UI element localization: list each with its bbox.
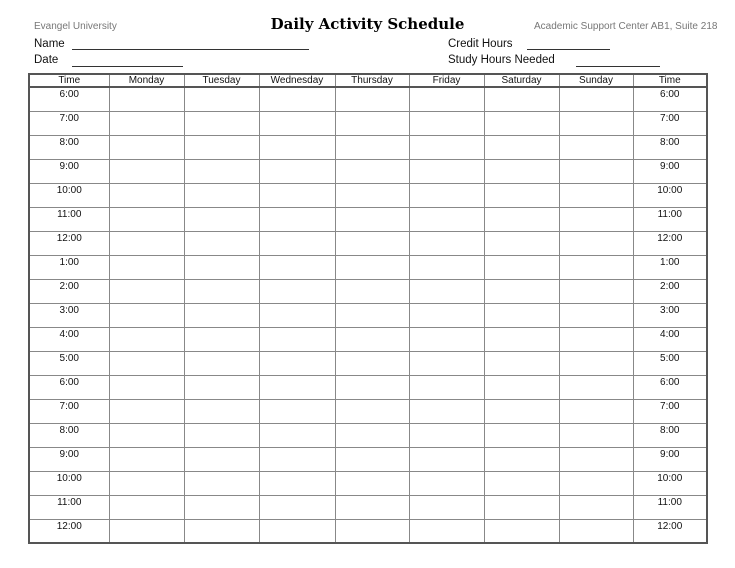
schedule-cell[interactable] [559,135,633,159]
schedule-cell[interactable] [109,255,184,279]
time-cell: 1:00 [29,255,109,279]
schedule-cell[interactable] [109,231,184,255]
schedule-cell[interactable] [335,471,409,495]
time-cell: 11:00 [29,207,109,231]
time-cell: 3:00 [633,303,707,327]
schedule-cell[interactable] [409,159,484,183]
time-cell: 9:00 [29,447,109,471]
schedule-cell[interactable] [409,471,484,495]
time-cell: 5:00 [29,351,109,375]
schedule-cell[interactable] [559,495,633,519]
table-row [29,231,707,255]
schedule-cell[interactable] [259,399,335,423]
schedule-cell[interactable] [259,183,335,207]
column-header: Time [633,74,707,87]
schedule-cell[interactable] [109,471,184,495]
study-hours-label: Study Hours Needed [448,54,555,66]
schedule-cell[interactable] [259,159,335,183]
table-row [29,255,707,279]
schedule-table [28,73,708,544]
schedule-cell[interactable] [409,351,484,375]
schedule-cell[interactable] [559,447,633,471]
table-row [29,135,707,159]
schedule-cell[interactable] [559,279,633,303]
schedule-cell[interactable] [259,255,335,279]
schedule-cell[interactable] [484,207,559,231]
time-cell: 10:00 [29,471,109,495]
schedule-cell[interactable] [259,471,335,495]
schedule-cell[interactable] [409,375,484,399]
schedule-cell[interactable] [559,159,633,183]
schedule-cell[interactable] [559,399,633,423]
schedule-cell[interactable] [559,351,633,375]
time-cell: 12:00 [633,519,707,543]
time-cell: 5:00 [633,351,707,375]
schedule-cell[interactable] [335,87,409,111]
schedule-cell[interactable] [484,375,559,399]
schedule-cell[interactable] [184,423,259,447]
schedule-cell[interactable] [109,351,184,375]
time-cell: 8:00 [633,423,707,447]
schedule-cell[interactable] [559,375,633,399]
time-cell: 3:00 [29,303,109,327]
schedule-cell[interactable] [559,303,633,327]
schedule-cell[interactable] [109,303,184,327]
table-row [29,111,707,135]
schedule-cell[interactable] [409,423,484,447]
schedule-cell[interactable] [335,303,409,327]
schedule-cell[interactable] [559,207,633,231]
date-line[interactable] [72,66,183,67]
table-row [29,87,707,111]
column-header: Friday [409,74,484,87]
schedule-cell[interactable] [184,183,259,207]
time-cell: 2:00 [633,279,707,303]
schedule-cell[interactable] [335,279,409,303]
schedule-cell[interactable] [559,255,633,279]
time-cell: 6:00 [633,375,707,399]
study-hours-line[interactable] [576,66,660,67]
time-cell: 6:00 [29,375,109,399]
schedule-cell[interactable] [484,231,559,255]
schedule-cell[interactable] [335,183,409,207]
schedule-cell[interactable] [109,447,184,471]
table-row [29,447,707,471]
schedule-cell[interactable] [109,423,184,447]
schedule-cell[interactable] [484,159,559,183]
schedule-cell[interactable] [184,519,259,543]
schedule-cell[interactable] [335,447,409,471]
column-header: Tuesday [184,74,259,87]
table-row [29,207,707,231]
schedule-cell[interactable] [409,87,484,111]
time-cell: 9:00 [633,159,707,183]
table-row [29,327,707,351]
time-cell: 10:00 [633,471,707,495]
table-row [29,471,707,495]
schedule-cell[interactable] [259,111,335,135]
time-cell: 6:00 [29,87,109,111]
schedule-cell[interactable] [335,111,409,135]
time-cell: 9:00 [29,159,109,183]
schedule-cell[interactable] [335,375,409,399]
schedule-cell[interactable] [259,303,335,327]
schedule-cell[interactable] [259,495,335,519]
schedule-cell[interactable] [184,351,259,375]
schedule-cell[interactable] [184,159,259,183]
name-label: Name [34,38,65,50]
time-cell: 2:00 [29,279,109,303]
schedule-cell[interactable] [409,399,484,423]
schedule-cell[interactable] [335,159,409,183]
schedule-cell[interactable] [335,423,409,447]
table-row [29,159,707,183]
schedule-cell[interactable] [184,399,259,423]
schedule-cell[interactable] [559,231,633,255]
schedule-cell[interactable] [184,207,259,231]
table-row [29,399,707,423]
schedule-cell[interactable] [559,111,633,135]
schedule-cell[interactable] [335,231,409,255]
schedule-cell[interactable] [184,111,259,135]
time-cell: 6:00 [633,87,707,111]
time-cell: 7:00 [29,111,109,135]
schedule-cell[interactable] [109,375,184,399]
schedule-cell[interactable] [409,255,484,279]
column-header: Sunday [559,74,633,87]
name-line[interactable] [72,49,309,50]
schedule-cell[interactable] [484,111,559,135]
time-cell: 8:00 [633,135,707,159]
time-cell: 9:00 [633,447,707,471]
time-cell: 12:00 [29,231,109,255]
schedule-cell[interactable] [184,447,259,471]
schedule-cell[interactable] [184,231,259,255]
schedule-cell[interactable] [559,423,633,447]
schedule-cell[interactable] [184,375,259,399]
schedule-cell[interactable] [484,303,559,327]
schedule-cell[interactable] [409,327,484,351]
schedule-cell[interactable] [559,87,633,111]
schedule-cell[interactable] [259,207,335,231]
schedule-cell[interactable] [484,327,559,351]
time-cell: 11:00 [29,495,109,519]
schedule-cell[interactable] [484,279,559,303]
schedule-cell[interactable] [335,495,409,519]
time-cell: 8:00 [29,135,109,159]
schedule-cell[interactable] [484,423,559,447]
schedule-cell[interactable] [109,87,184,111]
schedule-cell[interactable] [409,207,484,231]
schedule-cell[interactable] [484,447,559,471]
schedule-cell[interactable] [409,279,484,303]
time-cell: 12:00 [633,231,707,255]
credit-hours-line[interactable] [527,49,610,50]
credit-hours-label: Credit Hours [448,38,513,50]
schedule-cell[interactable] [259,327,335,351]
page-title: Daily Activity Schedule [270,15,465,33]
office-location: Academic Support Center AB1, Suite 218 [534,21,718,32]
date-label: Date [34,54,59,66]
table-row [29,519,707,543]
time-cell: 4:00 [633,327,707,351]
schedule-cell[interactable] [559,327,633,351]
time-cell: 4:00 [29,327,109,351]
schedule-cell[interactable] [335,207,409,231]
schedule-cell[interactable] [335,351,409,375]
time-cell: 11:00 [633,207,707,231]
column-header: Wednesday [259,74,335,87]
schedule-cell[interactable] [259,519,335,543]
table-row [29,351,707,375]
schedule-cell[interactable] [109,279,184,303]
column-header: Saturday [484,74,559,87]
schedule-cell[interactable] [409,495,484,519]
schedule-cell[interactable] [335,255,409,279]
schedule-cell[interactable] [409,519,484,543]
schedule-cell[interactable] [259,351,335,375]
table-row [29,279,707,303]
schedule-cell[interactable] [409,447,484,471]
table-row [29,303,707,327]
table-row [29,183,707,207]
schedule-cell[interactable] [259,135,335,159]
schedule-cell[interactable] [184,303,259,327]
schedule-cell[interactable] [109,111,184,135]
schedule-cell[interactable] [109,159,184,183]
schedule-cell[interactable] [484,519,559,543]
schedule-cell[interactable] [109,399,184,423]
table-row [29,423,707,447]
schedule-cell[interactable] [484,399,559,423]
schedule-cell[interactable] [484,351,559,375]
time-cell: 7:00 [633,399,707,423]
schedule-cell[interactable] [484,135,559,159]
schedule-cell[interactable] [335,399,409,423]
schedule-cell[interactable] [109,327,184,351]
time-cell: 8:00 [29,423,109,447]
schedule-cell[interactable] [259,375,335,399]
schedule-cell[interactable] [259,423,335,447]
schedule-cell[interactable] [109,183,184,207]
schedule-cell[interactable] [184,135,259,159]
schedule-cell[interactable] [184,279,259,303]
table-row [29,375,707,399]
schedule-cell[interactable] [484,471,559,495]
schedule-cell[interactable] [259,87,335,111]
schedule-cell[interactable] [184,471,259,495]
schedule-cell[interactable] [335,519,409,543]
column-header: Thursday [335,74,409,87]
schedule-cell[interactable] [259,279,335,303]
schedule-cell[interactable] [559,183,633,207]
table-body [29,87,707,543]
schedule-cell[interactable] [259,447,335,471]
time-cell: 11:00 [633,495,707,519]
schedule-cell[interactable] [409,111,484,135]
schedule-cell[interactable] [559,519,633,543]
schedule-cell[interactable] [409,303,484,327]
schedule-cell[interactable] [184,495,259,519]
time-cell: 7:00 [29,399,109,423]
schedule-cell[interactable] [259,231,335,255]
time-cell: 7:00 [633,111,707,135]
schedule-cell[interactable] [184,255,259,279]
schedule-cell[interactable] [109,495,184,519]
schedule-cell[interactable] [409,231,484,255]
schedule-cell[interactable] [484,87,559,111]
header-row [29,74,707,87]
schedule-cell[interactable] [484,495,559,519]
time-cell: 10:00 [29,183,109,207]
schedule-cell[interactable] [109,519,184,543]
column-header: Monday [109,74,184,87]
schedule-cell[interactable] [184,327,259,351]
schedule-cell[interactable] [109,135,184,159]
schedule-cell[interactable] [559,471,633,495]
organization-name: Evangel University [34,21,117,32]
schedule-cell[interactable] [409,183,484,207]
schedule-cell[interactable] [484,255,559,279]
table-row [29,495,707,519]
schedule-cell[interactable] [484,183,559,207]
schedule-cell[interactable] [409,135,484,159]
schedule-cell[interactable] [335,327,409,351]
schedule-cell[interactable] [109,207,184,231]
column-header: Time [29,74,109,87]
schedule-cell[interactable] [335,135,409,159]
schedule-cell[interactable] [184,87,259,111]
time-cell: 12:00 [29,519,109,543]
time-cell: 10:00 [633,183,707,207]
time-cell: 1:00 [633,255,707,279]
